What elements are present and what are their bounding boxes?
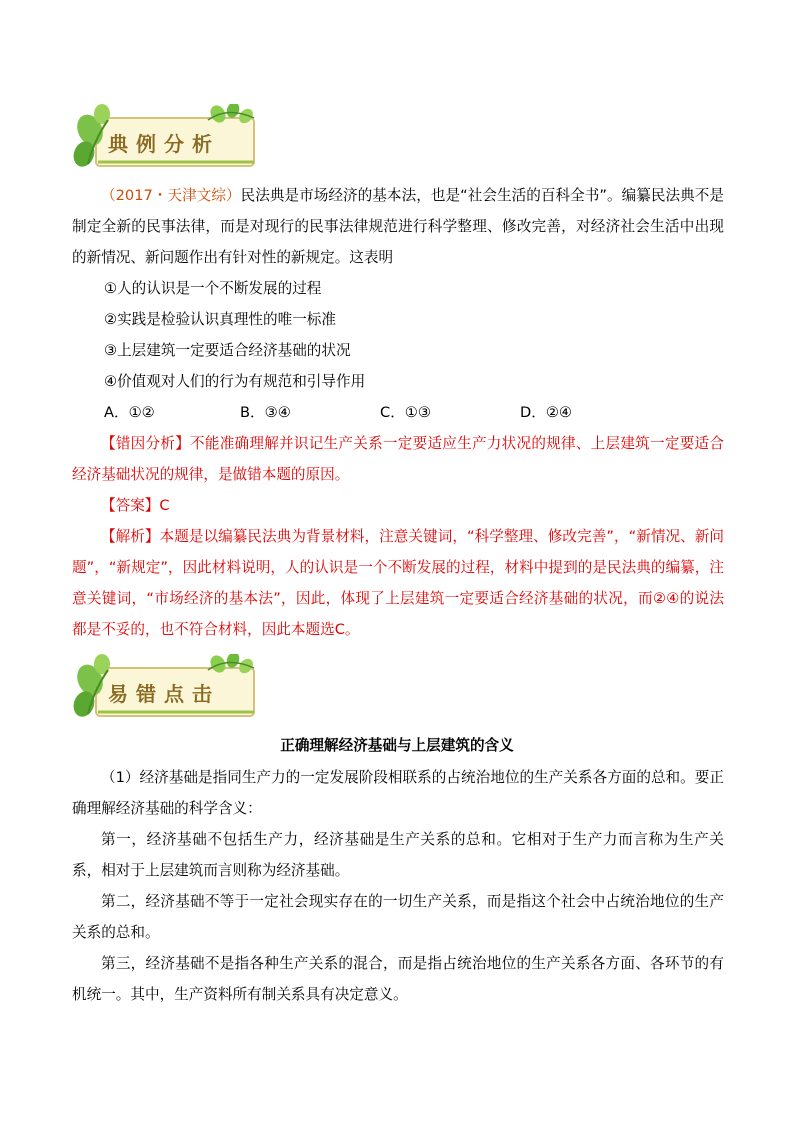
question-source: （2017・天津文综） [101, 187, 241, 204]
statement-item-2: ②实践是检验认识真理性的唯一标准 [104, 311, 336, 328]
explanation-label: 【解析】 [101, 528, 160, 545]
notes-paragraph-2: 第一，经济基础不包括生产力，经济基础是生产关系的总和。它相对于生产力而言称为生产关系，相对于上层建筑而言则称为经济基础。 [72, 831, 724, 879]
error-analysis-text: 不能准确理解并识记生产关系一定要适应生产力状况的规律、上层建筑一定要适合经济基础状况的规律，是做错本题的原因。 [72, 435, 724, 483]
explanation-text: 本题是以编纂民法典为背景材料，注意关键词，“科学整理、修改完善”，“新情况、新问题”，“新规定”，因此材料说明，人的认识是一个不断发展的过程，材料中提到的是民法典的编纂，注意关键词，“市场经济的基本法”，因此，体现了上层建筑一定要适合经济基础的状况，而②④的说法都是不妥的，也不符合材料，因此本题选C。 [72, 528, 724, 638]
error-analysis-label: 【错因分析】 [101, 435, 191, 452]
answer [101, 490, 170, 521]
answer-label: 【答案】 [101, 497, 160, 514]
statement-item-1: ①人的认识是一个不断发展的过程 [104, 280, 322, 297]
question-stem-text: 民法典是市场经济的基本法，也是“社会生活的百科全书”。编纂民法典不是制定全新的民事法律，而是对现行的民事法律规范进行科学整理、修改完善，对经济社会生活中出现的新情况、新问题作出有针对性的新规定。这表明 [72, 187, 725, 266]
statement-item-4: ④价值观对人们的行为有规范和引导作用 [104, 373, 366, 390]
statement-item-3: ③上层建筑一定要适合经济基础的状况 [104, 342, 351, 359]
section-badge-label: 典例分析 [108, 132, 220, 156]
answer-value: C [159, 497, 170, 514]
error-analysis [72, 428, 724, 490]
section-badge-typical-example [68, 104, 258, 176]
option-c: C．①③ [380, 404, 431, 421]
section-badge-label: 易错点击 [108, 682, 220, 706]
notes-paragraph-3: 第二，经济基础不等于一定社会现实存在的一切生产关系，而是指这个社会中占统治地位的生产关系的总和。 [72, 893, 724, 941]
notes-title: 正确理解经济基础与上层建筑的含义 [280, 737, 514, 754]
option-d: D．②④ [520, 404, 572, 421]
option-a: A．①② [104, 404, 155, 421]
question-stem [72, 180, 724, 273]
notes-paragraph-1: （1）经济基础是指同生产力的一定发展阶段相联系的占统治地位的生产关系各方面的总和。要正确理解经济基础的科学含义： [72, 769, 724, 817]
explanation [72, 521, 724, 645]
option-b: B．③④ [240, 404, 291, 421]
notes-paragraph-4: 第三，经济基础不是指各种生产关系的混合，而是指占统治地位的生产关系各方面、各环节的有机统一。其中，生产资料所有制关系具有决定意义。 [72, 955, 724, 1003]
section-badge-common-errors [68, 654, 258, 726]
